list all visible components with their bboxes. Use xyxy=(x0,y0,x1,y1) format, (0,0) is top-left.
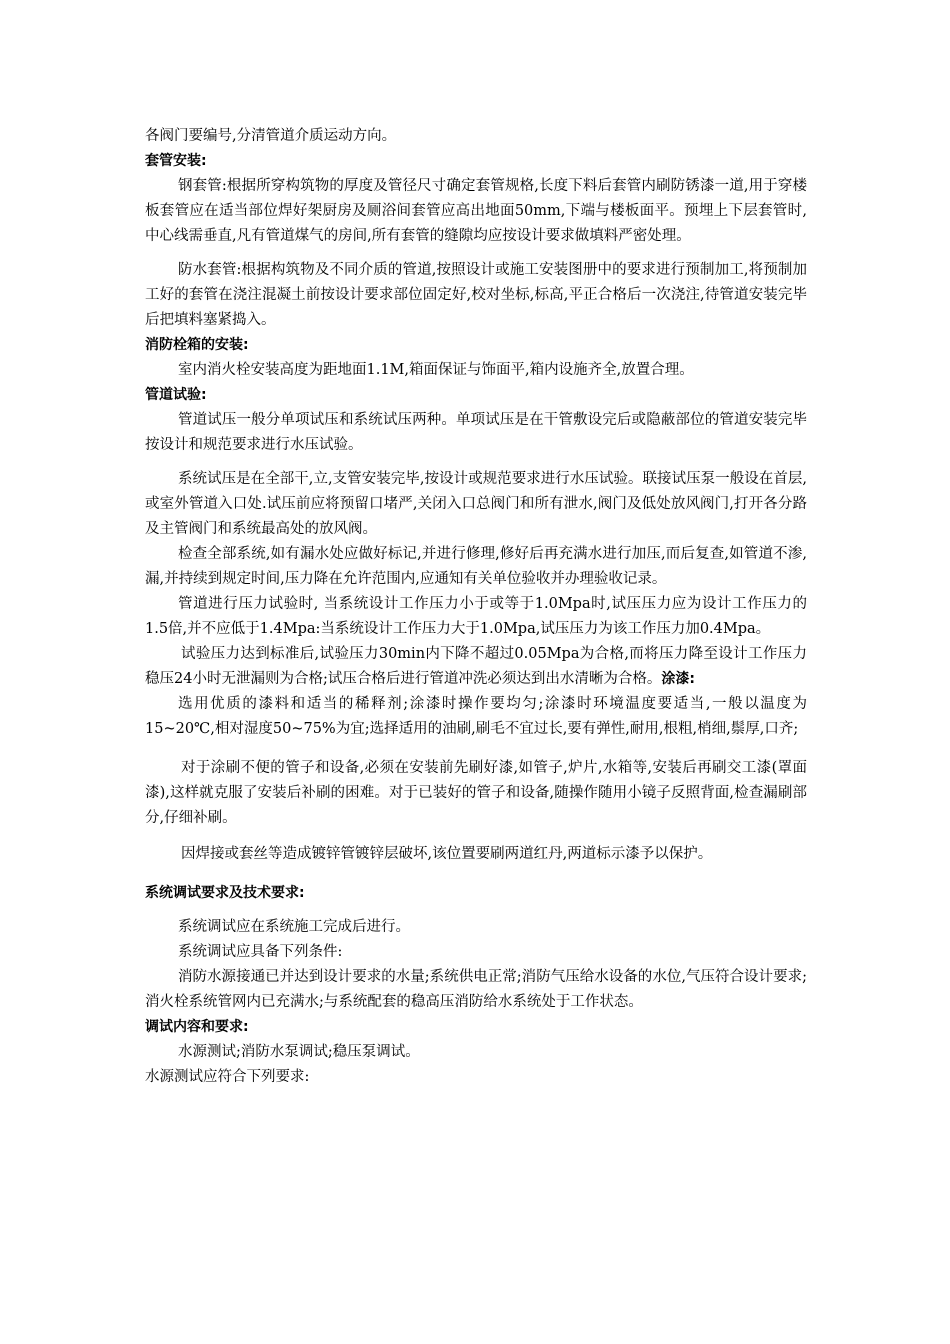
paragraph-content-1: 水源测试;消防水泵调试;稳压泵调试。 xyxy=(178,1044,420,1060)
heading-system-debug: 系统调试要求及技术要求: xyxy=(145,885,305,901)
paragraph-waterproof-sleeve: 防水套管:根据构筑物及不同介质的管道,按照设计或施工安装图册中的要求进行预制加工,将预制加工好的套管在浇注混凝土前按设计要求部位固定好,校对坐标,标高,平正合格后一次浇注,待管道安装完毕后把填料塞紧捣入。 xyxy=(145,262,807,328)
paragraph-test-4: 管道进行压力试验时, 当系统设计工作压力小于或等于1.0Mpa时,试压压力应为设计工作压力的1.5倍,并不应低于1.4Mpa:当系统设计工作压力大于1.0Mpa,试压压力为该工作压力加0.4Mpa。 xyxy=(145,596,807,637)
paragraph-debug-1: 系统调试应在系统施工完成后进行。 xyxy=(178,919,410,935)
paragraph-debug-3: 消防水源接通已并达到设计要求的水量;系统供电正常;消防气压给水设备的水位,气压符合设计要求;消火栓系统管网内已充满水;与系统配套的稳高压消防给水系统处于工作状态。 xyxy=(145,969,807,1010)
paragraph-test-5-text: 试验压力达到标准后,试验压力30min内下降不超过0.05Mpa为合格,而将压力降至设计工作压力稳压24小时无泄漏则为合格;试压合格后进行管道冲洗必须达到出水清晰为合格。 xyxy=(145,646,807,687)
paragraph-paint-1: 选用优质的漆料和适当的稀释剂;涂漆时操作要均匀;涂漆时环境温度要适当,一般以温度为15~20℃,相对湿度50~75%为宜;选择适用的油刷,刷毛不宜过长,要有弹性,耐用,根粗,梢细,鬃厚,口齐; xyxy=(145,696,807,737)
paragraph-paint-2: 对于涂刷不便的管子和设备,必须在安装前先刷好漆,如管子,炉片,水箱等,安装后再刷交工漆(罩面漆),这样就克服了安装后补刷的困难。对于已装好的管子和设备,随操作随用小镜子反照背面,检查漏刷部分,仔细补刷。 xyxy=(145,760,807,826)
intro-line: 各阀门要编号,分清管道介质运动方向。 xyxy=(145,128,397,144)
paragraph-test-2: 系统试压是在全部干,立,支管安装完毕,按设计或规范要求进行水压试验。联接试压泵一般设在首层,或室外管道入口处.试压前应将预留口堵严,关闭入口总阀门和所有泄水,阀门及低处放风阀门,打开各分路及主管阀门和系统最高处的放风阀。 xyxy=(145,471,807,537)
paragraph-debug-2: 系统调试应具备下列条件: xyxy=(178,944,343,960)
paragraph-hydrant: 室内消火栓安装高度为距地面1.1M,箱面保证与饰面平,箱内设施齐全,放置合理。 xyxy=(178,362,694,378)
heading-sleeve-install: 套管安装: xyxy=(145,153,207,169)
paragraph-test-5 xyxy=(145,642,807,692)
paragraph-content-2: 水源测试应符合下列要求: xyxy=(145,1069,310,1085)
heading-hydrant-box: 消防栓箱的安装: xyxy=(145,337,249,353)
document-page xyxy=(145,124,807,1090)
paragraph-steel-sleeve: 钢套管:根据所穿构筑物的厚度及管径尺寸确定套管规格,长度下料后套管内刷防锈漆一道,用于穿楼板套管应在适当部位焊好架厨房及厕浴间套管应高出地面50mm,下端与楼板面平。预埋上下层套管时,中心线需垂直,凡有管道煤气的房间,所有套管的缝隙均应按设计要求做填料严密处理。 xyxy=(145,178,807,244)
heading-painting: 涂漆: xyxy=(661,671,695,687)
paragraph-paint-3: 因焊接或套丝等造成镀锌管镀锌层破坏,该位置要刷两道红丹,两道标示漆予以保护。 xyxy=(181,846,713,862)
paragraph-test-1: 管道试压一般分单项试压和系统试压两种。单项试压是在干管敷设完后或隐蔽部位的管道安装完毕按设计和规范要求进行水压试验。 xyxy=(145,412,807,453)
heading-pipe-test: 管道试验: xyxy=(145,387,207,403)
paragraph-test-3: 检查全部系统,如有漏水处应做好标记,并进行修理,修好后再充满水进行加压,而后复查,如管道不渗,漏,并持续到规定时间,压力降在允许范围内,应通知有关单位验收并办理验收记录。 xyxy=(145,546,807,587)
heading-debug-content: 调试内容和要求: xyxy=(145,1019,249,1035)
